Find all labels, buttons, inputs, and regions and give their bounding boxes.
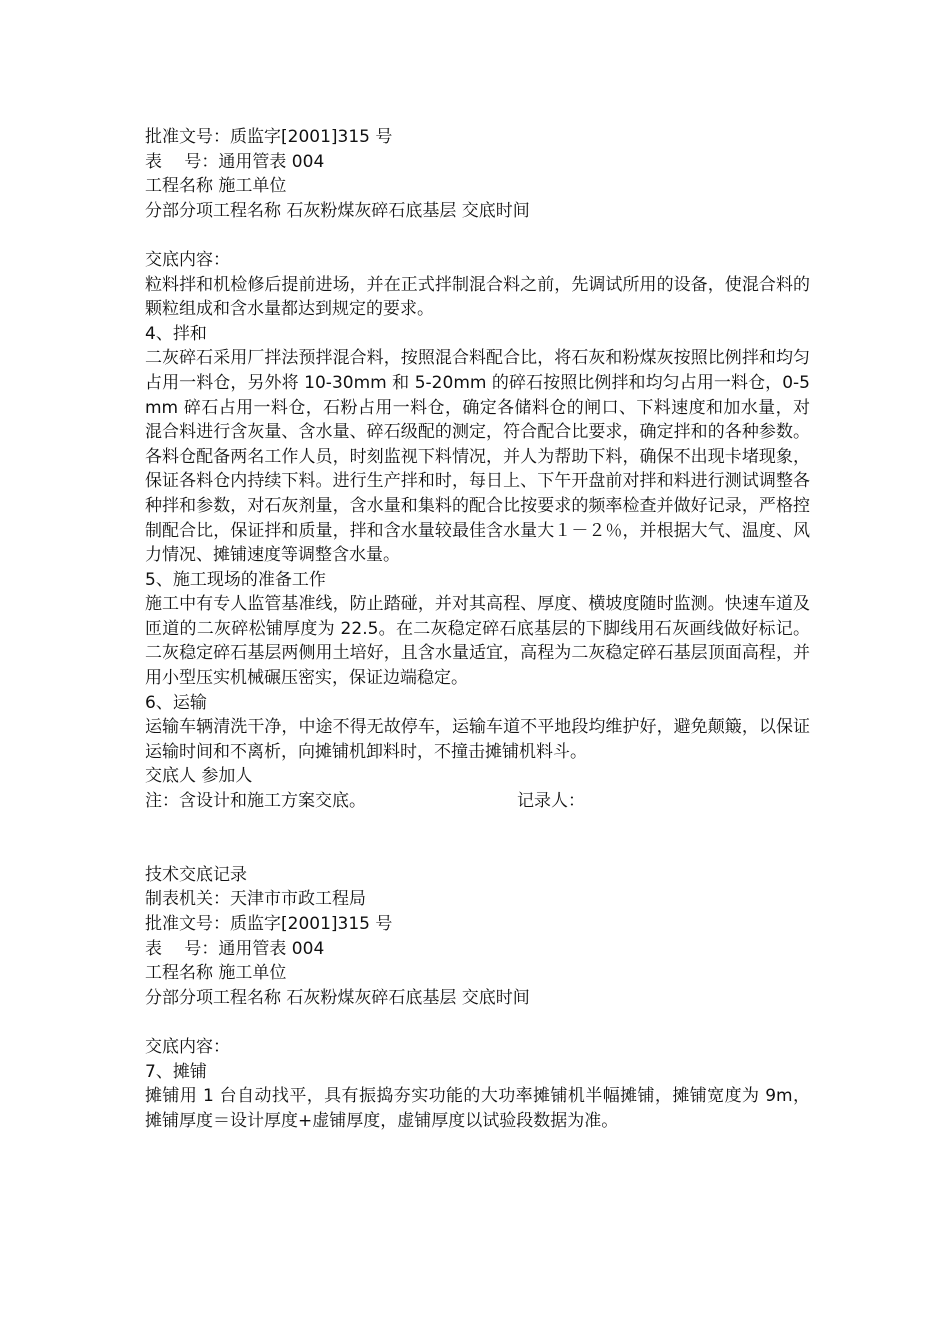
section-2 xyxy=(145,863,810,1134)
heading-mixing: 4、拌和 xyxy=(145,323,207,344)
record-title: 技术交底记录 xyxy=(145,864,247,885)
content-label: 交底内容： xyxy=(145,1036,230,1057)
signers-line: 交底人 参加人 xyxy=(145,766,253,787)
note-text: 注：含设计和施工方案交底。 xyxy=(145,791,366,812)
section-1 xyxy=(145,125,810,814)
transport-paragraph: 运输车辆清洗干净，中途不得无故停车，运输车道不平地段均维护好，避免颠簸，以保证运输时间和不离析，向摊铺机卸料时，不撞击摊铺机料斗。 xyxy=(145,717,810,762)
approval-number: 批准文号：质监字[2001]315 号 xyxy=(145,914,393,934)
recorder-label: 记录人： xyxy=(517,791,585,812)
heading-transport: 6、运输 xyxy=(145,692,207,713)
form-number: 表 号：通用管表 004 xyxy=(145,151,325,172)
form-number: 表 号：通用管表 004 xyxy=(145,938,325,959)
paving-paragraph: 摊铺用 1 台自动找平，具有振捣夯实功能的大功率摊铺机半幅摊铺，摊铺宽度为 9m，摊铺厚度＝设计厚度+虚铺厚度，虚铺厚度以试验段数据为准。 xyxy=(145,1086,810,1131)
project-name-line: 工程名称 施工单位 xyxy=(145,176,287,197)
note-row xyxy=(145,789,810,814)
subitem-line: 分部分项工程名称 石灰粉煤灰碎石底基层 交底时间 xyxy=(145,987,530,1008)
mixing-paragraph: 二灰碎石采用厂拌法预拌混合料，按照混合料配合比，将石灰和粉煤灰按照比例拌和均匀占用一料仓，另外将 10-30mm 和 5-20mm 的碎石按照比例拌和均匀占用一料仓，0-5mm 碎石占用一料仓，石粉占用一料仓，确定各储料仓的闸口、下料速度和加水量，对混合料进行含灰量、含水量、碎石级配的测定，符合配合比要求，确定拌和的各种参数。各料仓配备两名工作人员，时刻监视下料情况，并人为帮助下料，确保不出现卡堵现象，保证各料仓内持续下料。进行生产拌和时，每日上、下午开盘前对拌和料进行测试调整各种拌和参数，对石灰剂量，含水量和集料的配合比按要求的频率检查并做好记录，严格控制配合比，保证拌和质量，拌和含水量较最佳含水量大１－２％，并根据大气、温度、风力情况、摊铺速度等调整含水量。 xyxy=(145,348,810,566)
document-page xyxy=(145,125,810,1133)
approval-number: 批准文号：质监字[2001]315 号 xyxy=(145,127,393,147)
issuing-authority: 制表机关：天津市市政工程局 xyxy=(145,889,366,910)
spacer xyxy=(145,223,810,248)
intro-paragraph: 粒料拌和机检修后提前进场，并在正式拌制混合料之前，先调试所用的设备，使混合料的颗粒组成和含水量都达到规定的要求。 xyxy=(145,274,810,320)
subitem-line: 分部分项工程名称 石灰粉煤灰碎石底基层 交底时间 xyxy=(145,200,530,221)
heading-site-preparation: 5、施工现场的准备工作 xyxy=(145,569,326,590)
heading-paving: 7、摊铺 xyxy=(145,1061,207,1082)
site-preparation-paragraph: 施工中有专人监管基准线，防止踏碰，并对其高程、厚度、横坡度随时监测。快速车道及匝道的二灰碎松铺厚度为 22.5。在二灰稳定碎石底基层的下脚线用石灰画线做好标记。二灰稳定碎石基层两侧用土培好，且含水量适宜，高程为二灰稳定碎石基层顶面高程，并用小型压实机械碾压密实，保证边端稳定。 xyxy=(145,594,810,689)
spacer xyxy=(145,1010,810,1035)
project-name-line: 工程名称 施工单位 xyxy=(145,963,287,984)
section-spacer xyxy=(145,814,810,863)
content-label: 交底内容： xyxy=(145,249,230,270)
